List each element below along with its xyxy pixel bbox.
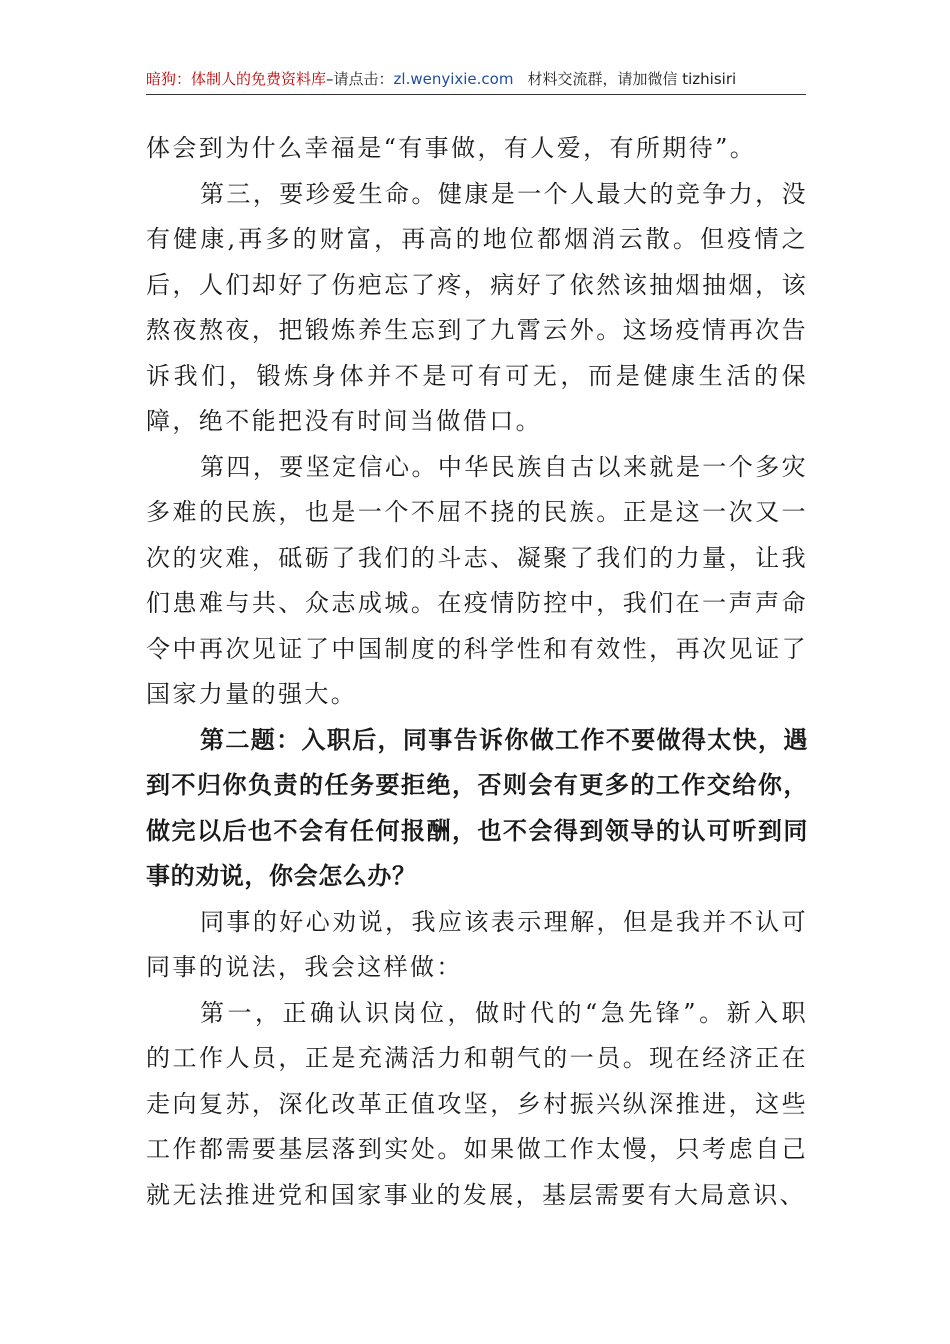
question-heading: 第二题：入职后，同事告诉你做工作不要做得太快，遇到不归你负责的任务要拒绝，否则会有更多的工作交给你，做完以后也不会有任何报酬，也不会得到领导的认可听到同事的劝说，你会怎么办？ (146, 725, 808, 890)
header-link[interactable]: zl.wenyixie.com (393, 70, 514, 88)
header-brand: 暗狗：体制人的免费资料库 (146, 70, 327, 88)
document-body (146, 126, 808, 1218)
paragraph-cherish-life: 第三，要珍爱生命。健康是一个人最大的竞争力，没有健康,再多的财富，再高的地位都烟消云散。但疫情之后，人们却好了伤疤忘了疼，病好了依然该抽烟抽烟，该熬夜熬夜，把锻炼养生忘到了九霄云外。这场疫情再次告诉我们，锻炼身体并不是可有可无，而是健康生活的保障，绝不能把没有时间当做借口。 (146, 179, 808, 435)
paragraph-continuation: 体会到为什么幸福是“有事做，有人爱，有所期待”。 (146, 134, 757, 162)
paragraph-point-one: 第一，正确认识岗位，做时代的“急先锋”。新入职的工作人员，正是充满活力和朝气的一员。现在经济正在走向复苏，深化改革正值攻坚，乡村振兴纵深推进，这些工作都需要基层落到实处。如果做工作太慢，只考虑自己就无法推进党和国家事业的发展，基层需要有大局意识、 (146, 998, 808, 1209)
paragraph-answer-intro: 同事的好心劝说，我应该表示理解，但是我并不认可同事的说法，我会这样做： (146, 907, 808, 981)
header-link-prefix: –请点击： (326, 70, 394, 88)
paragraph-firm-confidence: 第四，要坚定信心。中华民族自古以来就是一个多灾多难的民族，也是一个不屈不挠的民族。正是这一次又一次的灾难，砥砺了我们的斗志、凝聚了我们的力量，让我们患难与共、众志成城。在疫情防控中，我们在一声声命令中再次见证了中国制度的科学性和有效性，再次见证了国家力量的强大。 (146, 452, 808, 708)
page-header (146, 68, 806, 95)
header-group-note: 材料交流群，请加微信 tizhisiri (527, 70, 737, 88)
